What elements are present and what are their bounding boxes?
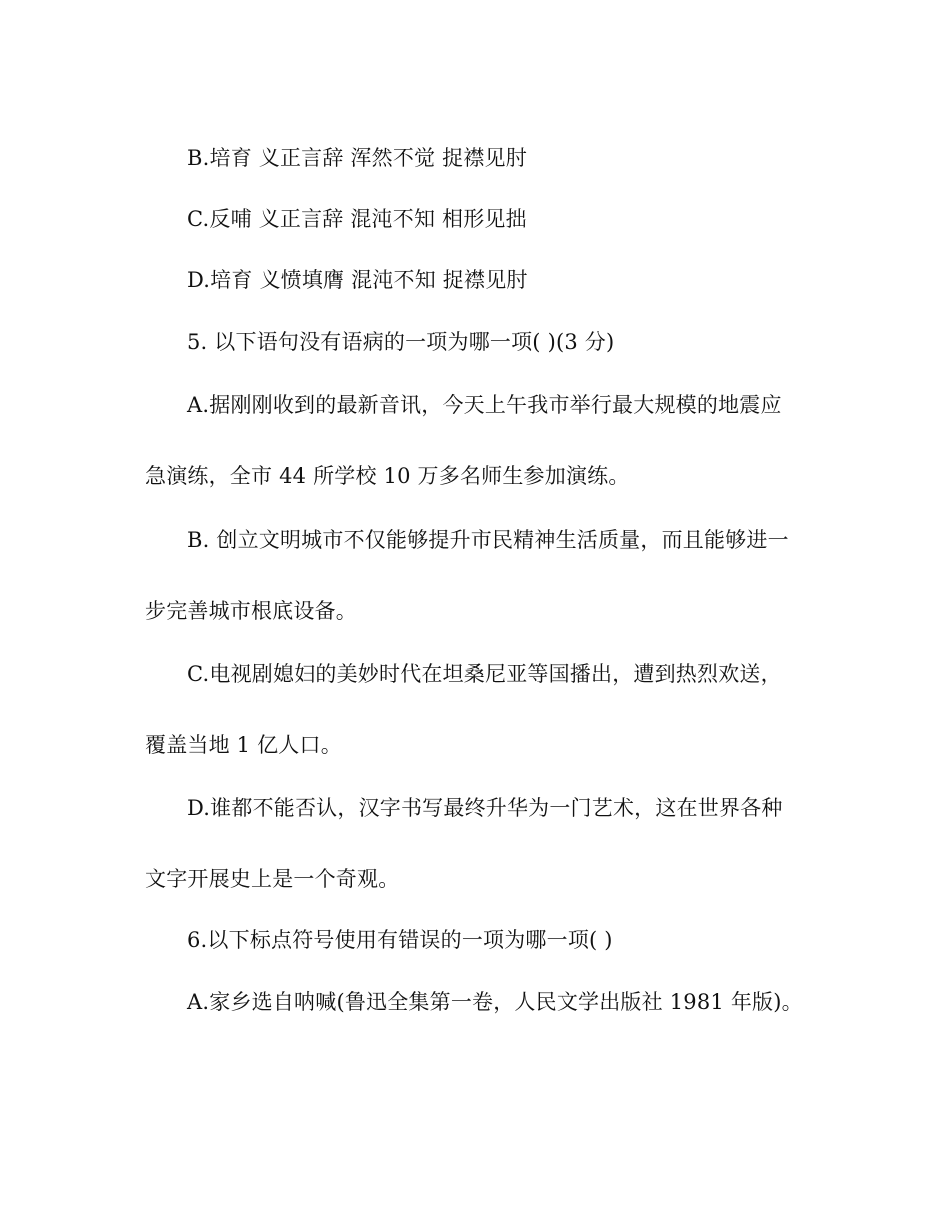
q5-option-c-line-2: 覆盖当地 1 亿人口。 bbox=[145, 733, 342, 757]
q6-option-a-line: A.家乡选自呐喊(鲁迅全集第一卷，人民文学出版社 1981 年版)。 bbox=[187, 990, 803, 1014]
q5-option-b-line-2: 步完善城市根底设备。 bbox=[145, 599, 357, 623]
q5-option-c-line-1: C.电视剧媳妇的美妙时代在坦桑尼亚等国播出，遭到热烈欢送， bbox=[187, 662, 782, 686]
q5-option-a-line-2: 急演练，全市 44 所学校 10 万多名师生参加演练。 bbox=[145, 464, 630, 488]
q5-option-b-line-1: B. 创立文明城市不仅能够提升市民精神生活质量，而且能够进一 bbox=[187, 528, 789, 552]
question-5-line: 5. 以下语句没有语病的一项为哪一项( )(3 分) bbox=[187, 330, 615, 354]
option-c-line: C.反哺 义正言辞 混沌不知 相形见拙 bbox=[187, 207, 527, 231]
q5-option-d-line-1: D.谁都不能否认，汉字书写最终升华为一门艺术，这在世界各种 bbox=[187, 796, 783, 820]
question-6-line: 6.以下标点符号使用有错误的一项为哪一项( ) bbox=[187, 928, 613, 952]
q5-option-d-line-2: 文字开展史上是一个奇观。 bbox=[145, 867, 400, 891]
option-d-line: D.培育 义愤填膺 混沌不知 捉襟见肘 bbox=[187, 268, 528, 292]
q5-option-a-line-1: A.据刚刚收到的最新音讯，今天上午我市举行最大规模的地震应 bbox=[187, 393, 782, 417]
option-b-line: B.培育 义正言辞 浑然不觉 捉襟见肘 bbox=[187, 146, 527, 170]
